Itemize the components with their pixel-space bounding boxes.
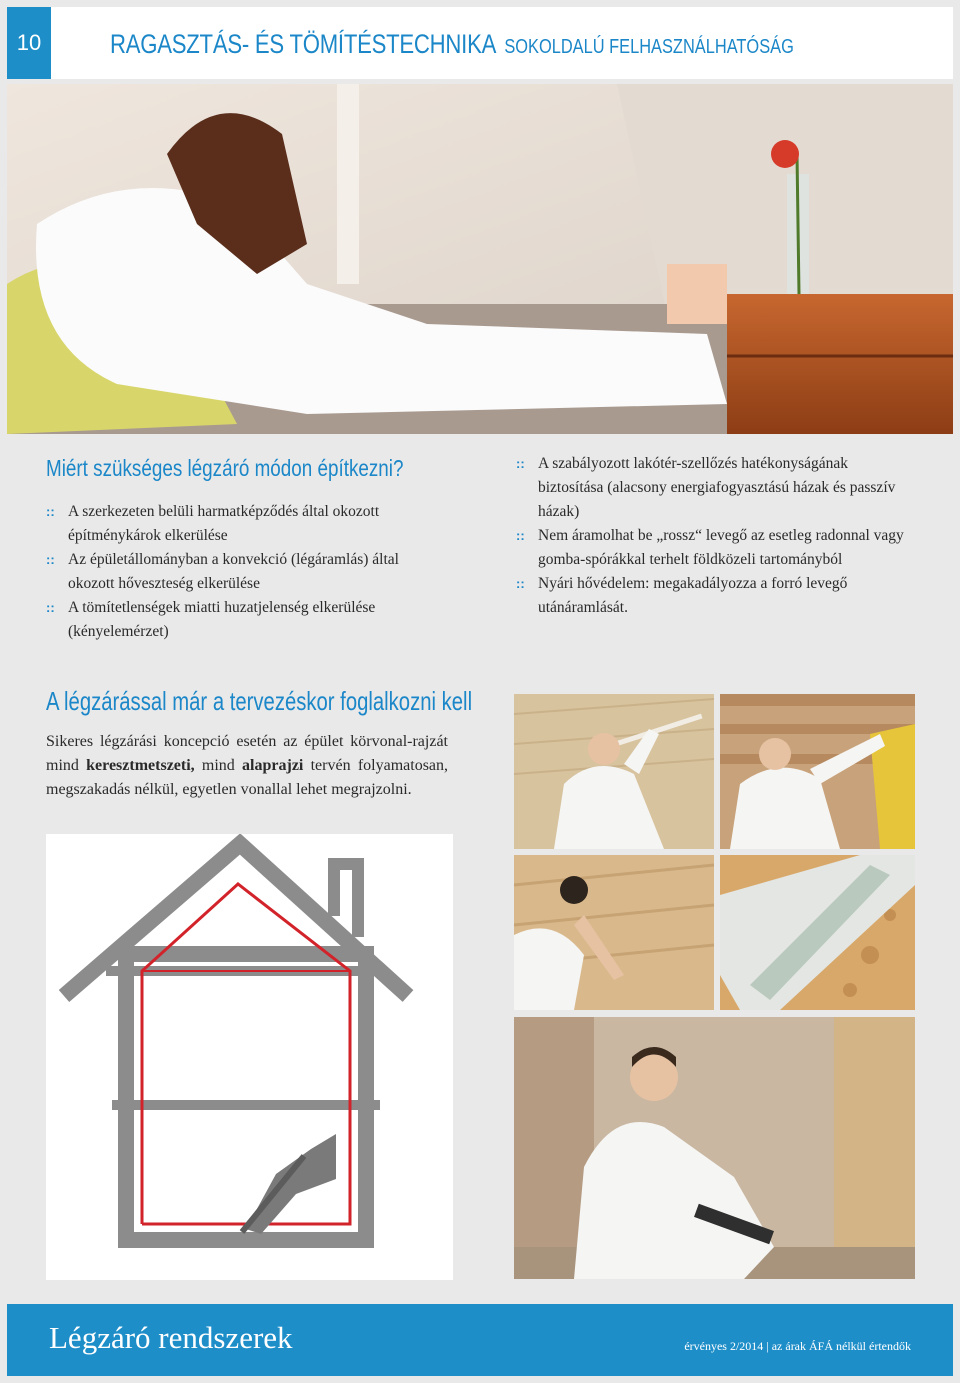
list-item: :: A tömítetlenségek miatti huzatjelenség elkerülése (kényelemérzet) — [46, 596, 446, 644]
bullet-marker: :: — [46, 552, 55, 567]
section-title-why: Miért szükséges légzáró módon építkezni? — [46, 455, 404, 481]
header-subtitle: SOKOLDALÚ FELHASZNÁLHATÓSÁG — [504, 36, 794, 58]
header-title — [110, 29, 794, 60]
bullet-marker: :: — [516, 576, 525, 591]
photo-worker-sealing-roof — [514, 855, 714, 1010]
footer-price-note: érvényes 2/2014 | az árak ÁFÁ nélkül értendők — [684, 1339, 911, 1353]
header-title-main: RAGASZTÁS- ÉS TÖMÍTÉSTECHNIKA — [110, 29, 497, 59]
list-item: :: A szerkezeten belüli harmatképződés által okozott építménykárok elkerülése — [46, 500, 446, 548]
page-header — [7, 7, 953, 79]
reasons-list-left — [46, 500, 446, 644]
page-number: 10 — [7, 7, 51, 79]
bullet-marker: :: — [46, 504, 55, 519]
house-outline-drawing — [46, 834, 453, 1280]
hero-photo — [7, 84, 953, 434]
house-airtightness-diagram — [46, 834, 453, 1280]
footer-title: Légzáró rendszerek — [49, 1320, 293, 1355]
reasons-list-right — [516, 452, 914, 620]
photo-worker-taping-ceiling — [514, 694, 714, 849]
photo-airstop-membrane-on-osb — [720, 855, 915, 1010]
planning-paragraph: Sikeres légzárási koncepció esetén az épület körvonal-rajzát mind keresztmetszeti, mind alaprajzi tervén folyamatosan, megszakadás nélkül, egyetlen vonallal lehet megrajzolni. — [46, 733, 449, 798]
list-item: :: Nem áramolhat be „rossz“ levegő az esetleg radonnal vagy gomba-spórákkal terhelt földközeli tartományból — [516, 524, 914, 572]
bullet-marker: :: — [516, 528, 525, 543]
photo-worker-kneeling-with-sealant-gun — [514, 1017, 915, 1279]
drawing-hand-icon — [242, 1134, 336, 1234]
list-item: :: Nyári hővédelem: megakadályozza a forró levegő utánáramlását. — [516, 572, 914, 620]
bullet-marker: :: — [46, 600, 55, 615]
page-footer — [7, 1304, 953, 1376]
list-item: :: Az épületállományban a konvekció (légáramlás) által okozott hőveszteség elkerülése — [46, 548, 446, 596]
hero-photo-woman-on-sofa — [7, 84, 953, 434]
photo-worker-taping-wall — [720, 694, 915, 849]
list-item: :: A szabályozott lakótér-szellőzés hatékonyságának biztosítása (alacsony energiafogyasztású házak és passzív házak) — [516, 452, 914, 524]
section-title-planning: A légzárással már a tervezéskor foglalkozni kell — [46, 686, 473, 716]
bullet-marker: :: — [516, 456, 525, 471]
